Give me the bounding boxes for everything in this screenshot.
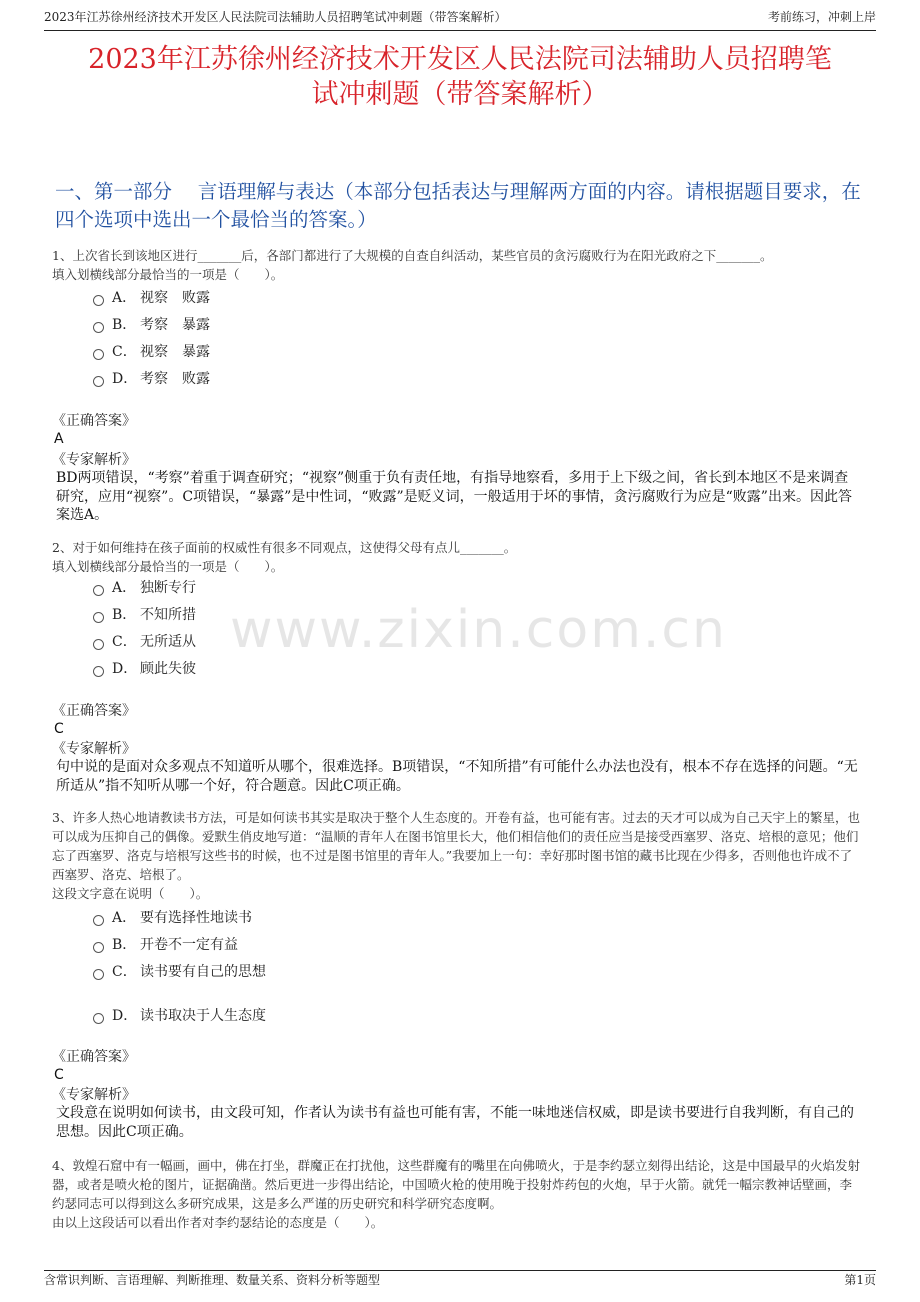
question-3-stem: [52, 808, 864, 903]
answer-label: 《正确答案》: [52, 1049, 136, 1065]
question-2-option-d[interactable]: [93, 660, 196, 678]
page-header: [44, 8, 876, 31]
option-text: 读书要有自己的思想: [140, 964, 266, 980]
footer-note: 含常识判断、言语理解、判断推理、数量关系、资料分析等题型: [44, 1273, 381, 1287]
option-letter: C．: [112, 344, 137, 360]
analysis-label: 《专家解析》: [52, 741, 136, 757]
option-letter: A．: [112, 290, 137, 306]
question-2-stem: [52, 538, 864, 576]
radio-icon[interactable]: [93, 666, 104, 677]
question-2-explanation: 句中说的是面对众多观点不知道听从哪个，很难选择。B项错误，“不知所措”有可能什么办法也没有，根本不存在选择的问题。“无所适从”指不知听从哪一个好，符合题意。因此C项正确。: [56, 759, 858, 794]
question-prompt: 这段文字意在说明（ ）。: [52, 886, 209, 901]
radio-icon[interactable]: [93, 942, 104, 953]
header-slogan: 考前练习，冲刺上岸: [767, 10, 876, 24]
question-3-explanation: 文段意在说明如何读书，由文段可知，作者认为读书有益也可能有害，不能一味地迷信权威，即是读书要进行自我判断，有自己的思想。因此C项正确。: [56, 1105, 854, 1140]
option-text: 考察 暴露: [140, 317, 210, 333]
header-title: 2023年江苏徐州经济技术开发区人民法院司法辅助人员招聘笔试冲刺题（带答案解析）: [44, 10, 507, 24]
option-text: 独断专行: [140, 580, 196, 596]
question-3-option-b[interactable]: [93, 936, 238, 954]
option-text: 不知所措: [140, 607, 196, 623]
option-text: 无所适从: [140, 634, 196, 650]
question-2-option-a[interactable]: [93, 579, 196, 597]
option-letter: A．: [112, 910, 137, 926]
option-letter: D．: [112, 661, 138, 677]
option-text: 考察 败露: [140, 371, 210, 387]
radio-icon[interactable]: [93, 1013, 104, 1024]
option-text: 要有选择性地读书: [140, 910, 252, 926]
radio-icon[interactable]: [93, 969, 104, 980]
question-1-stem: [52, 246, 864, 284]
question-3-answer: C: [54, 1067, 64, 1083]
question-1-option-d[interactable]: [93, 370, 210, 388]
option-text: 视察 暴露: [140, 344, 210, 360]
option-letter: C．: [112, 964, 137, 980]
radio-icon[interactable]: [93, 349, 104, 360]
option-letter: D．: [112, 371, 138, 387]
option-letter: C．: [112, 634, 137, 650]
question-1-option-a[interactable]: [93, 289, 210, 307]
analysis-label: 《专家解析》: [52, 1087, 136, 1103]
radio-icon[interactable]: [93, 639, 104, 650]
option-text: 读书取决于人生态度: [140, 1008, 266, 1024]
question-1-explanation: BD两项错误，“考察”着重于调查研究；“视察”侧重于负有责任地，有指导地察看，多用于上下级之间，省长到本地区不是来调查研究，应用“视察”。C项错误，“暴露”是中性词，“败露”是贬义词，一般适用于坏的事情，贪污腐败行为应是“败露”出来。因此答案选A。: [56, 470, 852, 523]
question-prompt: 由以上这段话可以看出作者对李约瑟结论的态度是（ ）。: [52, 1215, 384, 1230]
question-stem-line: 2、对于如何维持在孩子面前的权威性有很多不同观点，这使得父母有点儿_______。: [52, 540, 517, 555]
question-2-option-c[interactable]: [93, 633, 196, 651]
question-prompt: 填入划横线部分最恰当的一项是（ ）。: [52, 559, 284, 574]
option-letter: A．: [112, 580, 137, 596]
page-footer: [44, 1270, 876, 1291]
option-letter: B．: [112, 607, 137, 623]
watermark: www.zixin.com.cn: [230, 600, 727, 660]
question-prompt: 填入划横线部分最恰当的一项是（ ）。: [52, 267, 284, 282]
radio-icon[interactable]: [93, 295, 104, 306]
option-letter: B．: [112, 937, 137, 953]
question-4-stem: [52, 1156, 864, 1232]
document-title: [40, 42, 880, 112]
option-text: 顾此失彼: [140, 661, 196, 677]
option-letter: B．: [112, 317, 137, 333]
question-3-option-a[interactable]: [93, 909, 252, 927]
question-3-option-c[interactable]: [93, 963, 266, 981]
radio-icon[interactable]: [93, 322, 104, 333]
document-title-line2: 试冲刺题（带答案解析）: [311, 79, 609, 110]
option-letter: D．: [112, 1008, 138, 1024]
document-title-line1: 2023年江苏徐州经济技术开发区人民法院司法辅助人员招聘笔: [88, 44, 832, 75]
radio-icon[interactable]: [93, 915, 104, 926]
page-number: 第1页: [844, 1273, 876, 1287]
answer-label: 《正确答案》: [52, 703, 136, 719]
question-1-answer: A: [54, 431, 64, 447]
option-text: 视察 败露: [140, 290, 210, 306]
analysis-label: 《专家解析》: [52, 452, 136, 468]
section-heading: 一、第一部分 言语理解与表达（本部分包括表达与理解两方面的内容。请根据题目要求，在四个选项中选出一个最恰当的答案。）: [55, 180, 861, 231]
question-1-option-b[interactable]: [93, 316, 210, 334]
question-3-option-d[interactable]: [93, 1007, 266, 1025]
radio-icon[interactable]: [93, 585, 104, 596]
question-2-answer: C: [54, 721, 64, 737]
question-1-option-c[interactable]: [93, 343, 210, 361]
question-stem-line: 3、许多人热心地请教读书方法，可是如何读书其实是取决于整个人生态度的。开卷有益，也可能有害。过去的天才可以成为自己天宇上的繁星，也可以成为压抑自己的偶像。爱默生俏皮地写道：“温顺的青年人在图书馆里长大，他们相信他们的责任应当是接受西塞罗、洛克、培根的意见；他们忘了西塞罗、洛克与培根写这些书的时候，也不过是图书馆里的青年人。”我要加上一句：幸好那时图书馆的藏书比现在少得多，否则他也许成不了西塞罗、洛克、培根了。: [52, 810, 860, 882]
option-text: 开卷不一定有益: [140, 937, 238, 953]
radio-icon[interactable]: [93, 376, 104, 387]
question-stem-line: 1、上次省长到该地区进行_______后，各部门都进行了大规模的自查自纠活动，某些官员的贪污腐败行为在阳光政府之下_______。: [52, 248, 773, 263]
question-stem-line: 4、敦煌石窟中有一幅画，画中，佛在打坐，群魔正在打扰他，这些群魔有的嘴里在向佛喷火，于是李约瑟立刻得出结论，这是中国最早的火焰发射器，或者是喷火枪的图片，证据确凿。然后更进一步得出结论，中国喷火枪的使用晚于投射炸药包的火炮，早于火箭。就凭一幅宗教神话壁画，李约瑟同志可以得到这么多研究成果，这是多么严谨的历史研究和科学研究态度啊。: [52, 1158, 860, 1211]
question-2-option-b[interactable]: [93, 606, 196, 624]
answer-label: 《正确答案》: [52, 413, 136, 429]
radio-icon[interactable]: [93, 612, 104, 623]
